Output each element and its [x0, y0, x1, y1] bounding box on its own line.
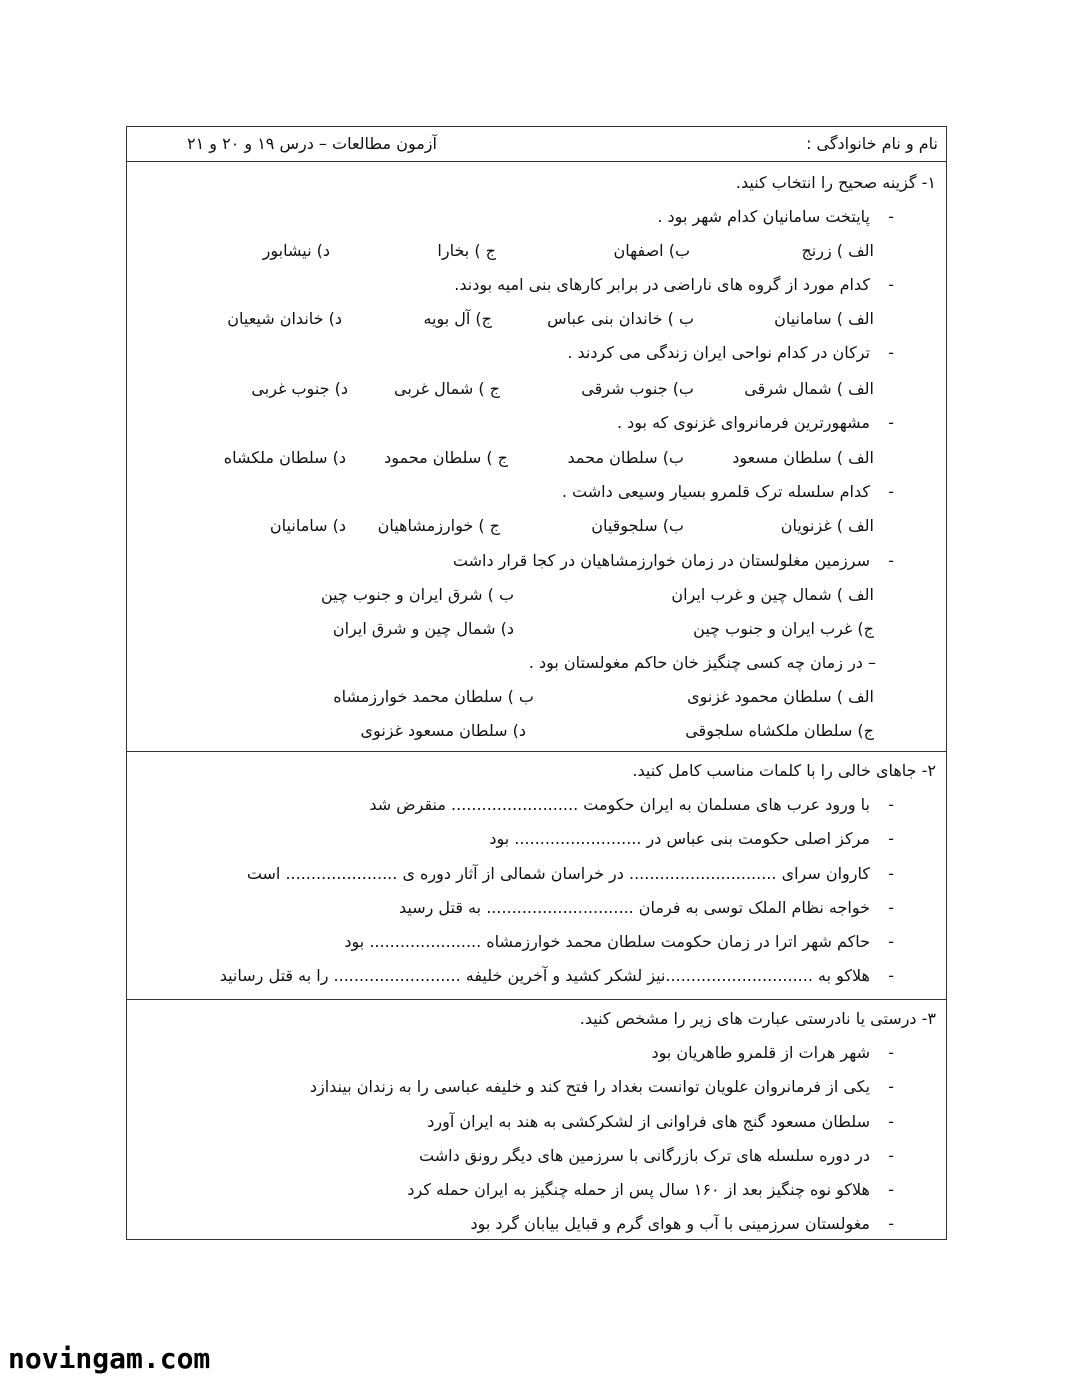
option-c[interactable]: ج) غرب ایران و جنوب چین — [693, 619, 874, 638]
option-d[interactable]: د) سلطان ملکشاه — [223, 448, 346, 467]
q1-item-1-options — [127, 234, 946, 268]
option-b[interactable]: ب) سلطان محمد — [567, 448, 684, 467]
q3-item-3: -سلطان مسعود گنج های فراوانی از لشکرکشی به هند به ایران آورد — [427, 1112, 894, 1131]
option-a[interactable]: الف ) سلطان محمود غزنوی — [687, 687, 874, 706]
q1-item-7-options-row-2 — [127, 714, 946, 748]
option-c[interactable]: ج ) بخارا — [437, 241, 496, 260]
q2-item-1: -با ورود عرب های مسلمان به ایران حکومت ......................... منقرض شد — [369, 795, 894, 814]
option-a[interactable]: الف ) شمال شرقی — [744, 379, 874, 398]
question-3-title: ۳- درستی یا نادرستی عبارت های زیر را مشخص کنید. — [579, 1009, 936, 1028]
q1-item-1-stem: -پایتخت سامانیان کدام شهر بود . — [657, 207, 894, 226]
q2-item-4: -خواجه نظام الملک توسی به فرمان ............................. به قتل رسید — [398, 898, 894, 917]
option-d[interactable]: د) جنوب غربی — [251, 379, 348, 398]
option-d[interactable]: د) سلطان مسعود غزنوی — [360, 721, 526, 740]
q1-item-2-stem: -کدام مورد از گروه های ناراضی در برابر کارهای بنی امیه بودند. — [454, 275, 894, 294]
option-c[interactable]: ج) آل بویه — [423, 309, 492, 328]
q3-item-5: -هلاکو نوه چنگیز بعد از ۱۶۰ سال پس از حمله چنگیز به ایران حمله کرد — [407, 1180, 894, 1199]
option-b[interactable]: ب) سلجوقیان — [591, 516, 684, 535]
option-a[interactable]: الف ) سلطان مسعود — [732, 448, 874, 467]
q2-item-3: -کاروان سرای ............................. در خراسان شمالی از آثار دوره ی ...................... است — [246, 864, 894, 883]
q1-item-5-options — [127, 509, 946, 543]
exam-header — [127, 127, 946, 162]
option-a[interactable]: الف ) سامانیان — [774, 309, 874, 328]
option-c[interactable]: ج ) خوارزمشاهیان — [377, 516, 500, 535]
site-watermark: novingam.com — [8, 1342, 211, 1375]
option-c[interactable]: ج ) شمال غربی — [394, 379, 500, 398]
q2-item-2: -مرکز اصلی حکومت بنی عباس در ......................... بود — [489, 829, 894, 848]
exam-title: آزمون مطالعات – درس ۱۹ و ۲۰ و ۲۱ — [187, 134, 437, 153]
q1-item-2-options — [127, 302, 946, 336]
q1-item-4-stem: -مشهورترین فرمانروای غزنوی که بود . — [616, 413, 894, 432]
q3-item-2: -یکی از فرمانروان علویان توانست بغداد را فتح کند و خلیفه عباسی را به زندان بیندازد — [309, 1077, 894, 1096]
option-c[interactable]: ج ) سلطان محمود — [384, 448, 508, 467]
q1-item-6-stem: -سرزمین مغلولستان در زمان خوارزمشاهیان در کجا قرار داشت — [452, 551, 894, 570]
option-a[interactable]: الف ) شمال چین و غرب ایران — [671, 585, 874, 604]
q1-item-3-options — [127, 372, 946, 406]
q3-item-4: -در دوره سلسله های ترک بازرگانی با سرزمین های دیگر رونق داشت — [419, 1146, 894, 1165]
q2-item-6: -هلاکو به .............................نیز لشکر کشید و آخرین خلیفه ......................... را به قتل رسانید — [219, 966, 894, 985]
q1-item-3-stem: -ترکان در کدام نواحی ایران زندگی می کردند . — [567, 343, 894, 362]
option-d[interactable]: د) خاندان شیعیان — [227, 309, 342, 328]
option-b[interactable]: ب) جنوب شرقی — [581, 379, 694, 398]
option-b[interactable]: ب ) خاندان بنی عباس — [547, 309, 694, 328]
option-b[interactable]: ب ) سلطان محمد خوارزمشاه — [333, 687, 534, 706]
option-a[interactable]: الف ) غزنویان — [780, 516, 874, 535]
student-name-label: نام و نام خانوادگی : — [806, 134, 938, 153]
q1-item-7-stem: – در زمان چه کسی چنگیز خان حاکم مغولستان بود . — [528, 653, 876, 672]
q1-item-5-stem: -کدام سلسله ترک قلمرو بسیار وسیعی داشت . — [561, 482, 894, 501]
exam-sheet — [126, 126, 947, 1240]
question-2-section — [127, 752, 946, 1000]
q1-item-6-options-row-1 — [127, 578, 946, 612]
question-3-section — [127, 1000, 946, 1240]
question-1-title: ۱- گزینه صحیح را انتخاب کنید. — [735, 173, 936, 192]
option-d[interactable]: د) نیشابور — [262, 241, 330, 260]
q1-item-4-options — [127, 441, 946, 475]
q3-item-1: -شهر هرات از قلمرو طاهریان بود — [651, 1043, 894, 1062]
question-2-title: ۲- جاهای خالی را با کلمات مناسب کامل کنید. — [632, 761, 936, 780]
option-b[interactable]: ب) اصفهان — [613, 241, 690, 260]
q3-item-6: -مغولستان سرزمینی با آب و هوای گرم و قبایل بیابان گرد بود — [470, 1214, 894, 1233]
q1-item-6-options-row-2 — [127, 612, 946, 646]
option-c[interactable]: ج) سلطان ملکشاه سلجوقی — [685, 721, 874, 740]
q1-item-7-options-row-1 — [127, 680, 946, 714]
option-b[interactable]: ب ) شرق ایران و جنوب چین — [320, 585, 514, 604]
q2-item-5: -حاکم شهر اترا در زمان حکومت سلطان محمد خوارزمشاه ...................... بود — [344, 932, 894, 951]
option-d[interactable]: د) شمال چین و شرق ایران — [332, 619, 514, 638]
option-d[interactable]: د) سامانیان — [269, 516, 346, 535]
option-a[interactable]: الف ) زرنج — [801, 241, 874, 260]
question-1-section — [127, 162, 946, 752]
